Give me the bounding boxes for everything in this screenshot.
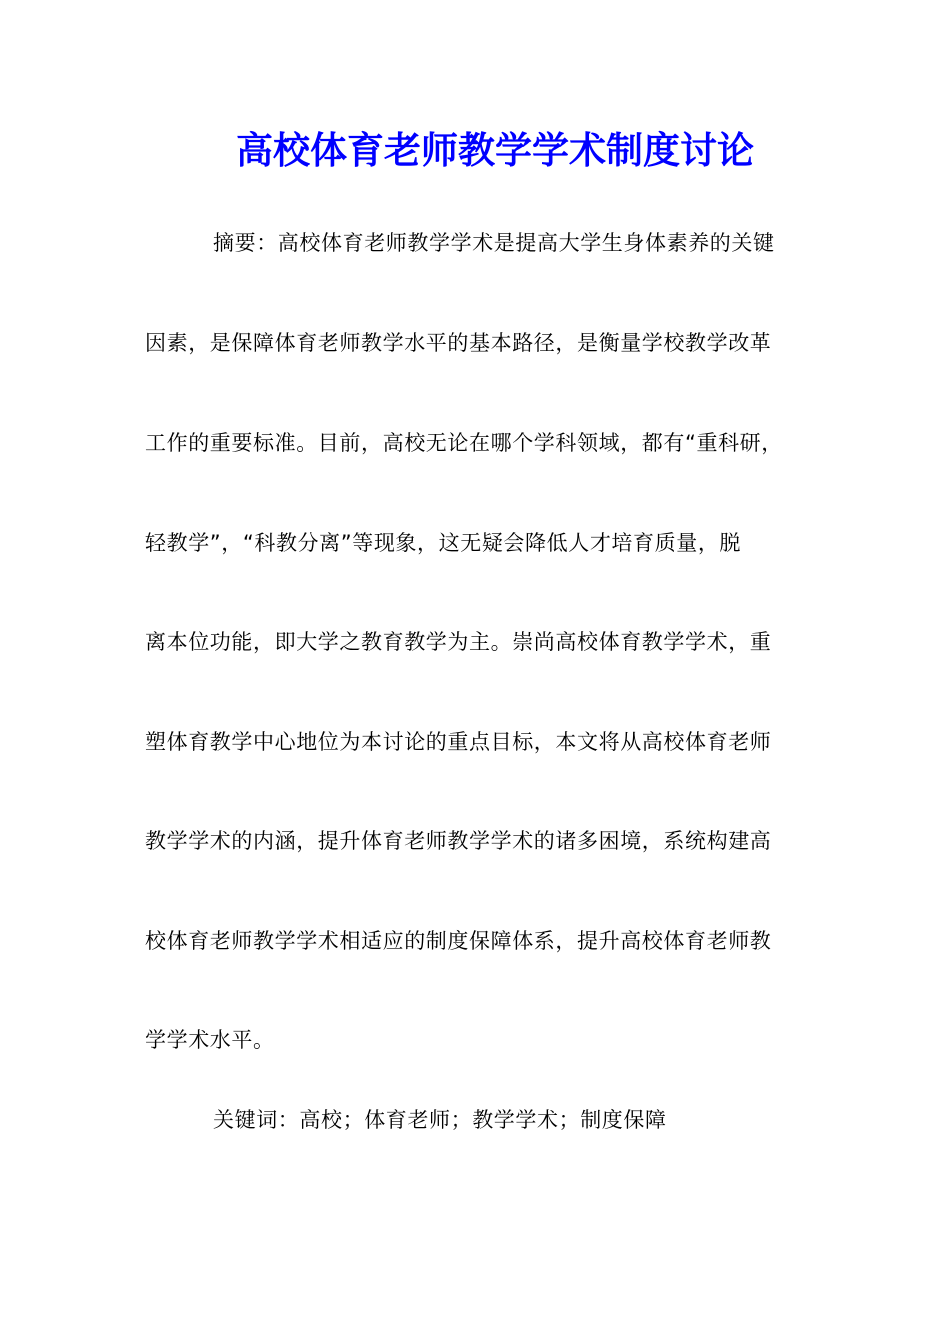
abstract-line-7: 教学学术的内涵，提升体育老师教学学术的诸多困境，系统构建高 <box>145 829 772 853</box>
abstract-line-8: 校体育老师教学学术相适应的制度保障体系，提升高校体育老师教 <box>145 929 772 953</box>
abstract-line-9: 学学术水平。 <box>145 1028 275 1052</box>
abstract-line-6: 塑体育教学中心地位为本讨论的重点目标，本文将从高校体育老师 <box>145 730 772 754</box>
abstract-line-3: 工作的重要标准。目前，高校无论在哪个学科领域，都有“重科研， <box>145 431 783 455</box>
document-title: 高校体育老师教学学术制度讨论 <box>236 128 754 172</box>
abstract-line-2: 因素，是保障体育老师教学水平的基本路径，是衡量学校教学改革 <box>145 331 772 355</box>
abstract-line-5: 离本位功能，即大学之教育教学为主。崇尚高校体育教学学术，重 <box>145 630 772 654</box>
abstract-line-1: 摘要：高校体育老师教学学术是提高大学生身体素养的关键 <box>213 231 775 255</box>
abstract-line-4: 轻教学”，“科教分离”等现象，这无疑会降低人才培育质量，脱 <box>145 531 742 555</box>
keywords-line: 关键词：高校；体育老师；教学学术；制度保障 <box>213 1108 667 1132</box>
